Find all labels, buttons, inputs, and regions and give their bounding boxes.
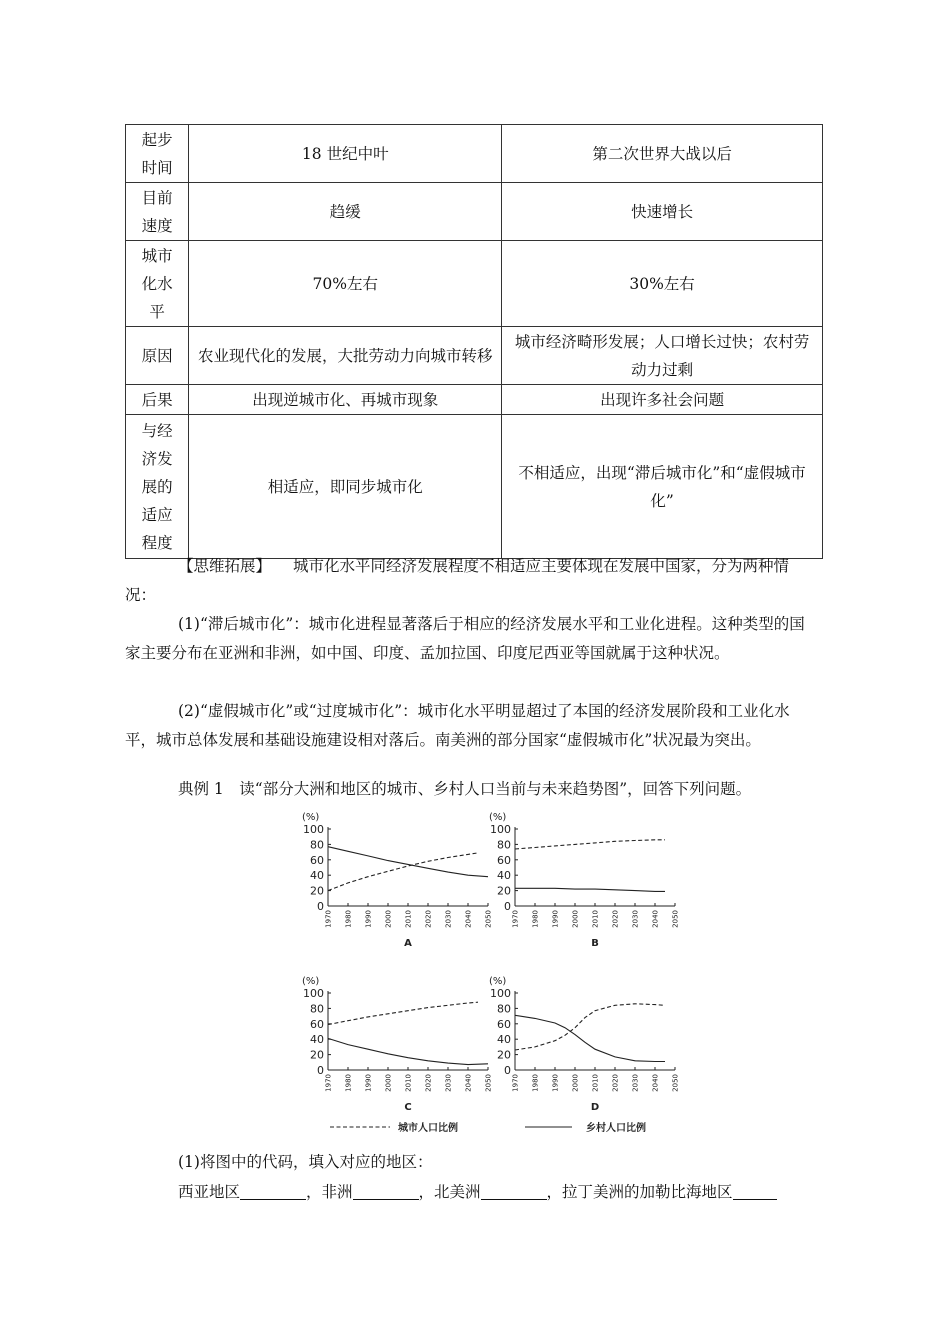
developing-country-cell: 城市经济畸形发展；人口增长过快；农村劳动力过剩: [502, 327, 823, 385]
x-tick-label: 2030: [631, 1074, 640, 1092]
y-tick-label: 100: [490, 823, 511, 836]
y-tick-label: 0: [317, 900, 324, 913]
urban-series-line: [515, 1004, 665, 1050]
chart-panel-a: [302, 812, 493, 949]
blank-label-west-asia: 西亚地区: [178, 1183, 241, 1201]
think-extension-heading: 【思维拓展】: [178, 557, 272, 575]
rural-series-line: [515, 888, 665, 891]
x-tick-label: 1990: [364, 1074, 373, 1092]
developed-country-cell: 相适应，即同步城市化: [189, 415, 502, 559]
y-tick-label: 60: [310, 1017, 324, 1031]
x-tick-label: 2050: [484, 910, 493, 928]
population-trend-charts: [290, 800, 710, 1140]
x-tick-label: 2010: [404, 1074, 413, 1092]
blank-label-north-america: ，北美洲: [418, 1183, 481, 1201]
y-tick-label: 0: [317, 1064, 324, 1077]
x-tick-label: 2040: [651, 1074, 660, 1092]
x-tick-label: 2020: [424, 1074, 433, 1092]
panel-label: B: [591, 938, 599, 949]
table-row: [126, 385, 823, 415]
y-tick-label: 40: [310, 1033, 324, 1047]
chart-legend: [330, 1121, 646, 1134]
x-tick-label: 2000: [384, 910, 393, 928]
x-tick-label: 1980: [344, 910, 353, 928]
y-tick-label: 0: [504, 1064, 511, 1077]
x-tick-label: 2010: [591, 1074, 600, 1092]
y-tick-label: 20: [310, 884, 324, 898]
developed-country-cell: 农业现代化的发展，大批劳动力向城市转移: [189, 327, 502, 385]
x-tick-label: 2040: [651, 910, 660, 928]
y-axis-label: (%): [489, 976, 507, 987]
row-label: [126, 385, 189, 415]
developed-country-cell: 出现逆城市化、再城市现象: [189, 385, 502, 415]
y-tick-label: 40: [497, 1033, 511, 1047]
x-tick-label: 1970: [324, 910, 333, 928]
chart-panel-c: [302, 976, 493, 1113]
y-tick-label: 20: [497, 1048, 511, 1062]
y-tick-label: 40: [497, 869, 511, 883]
rural-series-line: [515, 1015, 665, 1061]
x-tick-label: 1990: [551, 910, 560, 928]
x-tick-label: 1970: [511, 910, 520, 928]
y-tick-label: 60: [310, 853, 324, 867]
y-tick-label: 60: [497, 853, 511, 867]
y-tick-label: 80: [497, 1002, 511, 1016]
row-label-line: 适应: [141, 505, 173, 524]
think-extension-body: 城市化水平同经济发展程度不相适应主要体现在发展中国家，分为两种情况：: [125, 557, 790, 604]
x-tick-label: 1980: [344, 1074, 353, 1092]
table-row: [126, 415, 823, 559]
row-label-line: 展的: [141, 477, 173, 496]
x-tick-label: 2050: [671, 910, 680, 928]
y-tick-label: 60: [497, 1017, 511, 1031]
x-tick-label: 2030: [444, 910, 453, 928]
x-tick-label: 2030: [444, 1074, 453, 1092]
blank-label-africa: ，非洲: [306, 1183, 353, 1201]
blank-label-caribbean: ，拉丁美洲的加勒比海地区: [546, 1183, 733, 1201]
urban-series-line: [328, 1002, 478, 1024]
table-row: [126, 125, 823, 183]
x-tick-label: 1980: [531, 1074, 540, 1092]
y-tick-label: 20: [310, 1048, 324, 1062]
row-label-line: 与经: [141, 421, 173, 440]
row-label-line: 济发: [141, 449, 173, 468]
y-tick-label: 80: [310, 1002, 324, 1016]
answer-blank-north-america[interactable]: [481, 1183, 547, 1200]
y-tick-label: 20: [497, 884, 511, 898]
example-prompt: 典例 1 读“部分大洲和地区的城市、乡村人口当前与未来趋势图”，回答下列问题。: [178, 780, 752, 798]
x-tick-label: 2050: [671, 1074, 680, 1092]
x-tick-label: 2040: [464, 1074, 473, 1092]
y-tick-label: 0: [504, 900, 511, 913]
chart-panel-b: [489, 812, 680, 949]
y-tick-label: 100: [490, 987, 511, 1000]
developing-country-cell: 第二次世界大战以后: [502, 125, 823, 183]
row-label: [126, 183, 189, 241]
urban-series-line: [515, 840, 665, 849]
row-label-line: 平: [149, 302, 165, 321]
chart-panel-d: [489, 976, 680, 1113]
panel-label: D: [590, 1102, 600, 1113]
developing-country-cell: 不相适应，出现“滞后城市化”和“虚假城市化”: [502, 415, 823, 559]
x-tick-label: 2000: [571, 910, 580, 928]
y-tick-label: 40: [310, 869, 324, 883]
question-1: (1)将图中的代码，填入对应的地区：: [178, 1153, 433, 1171]
x-tick-label: 2000: [571, 1074, 580, 1092]
y-axis-label: (%): [302, 812, 320, 823]
developing-country-cell: 30%左右: [502, 241, 823, 327]
developing-country-cell: 出现许多社会问题: [502, 385, 823, 415]
x-tick-label: 2040: [464, 910, 473, 928]
answer-blank-west-asia[interactable]: [240, 1183, 306, 1200]
y-axis-label: (%): [302, 976, 320, 987]
row-label-line: 城市: [141, 246, 173, 265]
think-extension-paragraph: [125, 552, 819, 610]
x-tick-label: 2020: [611, 910, 620, 928]
row-label-line: 化水: [141, 274, 173, 293]
panel-label: C: [404, 1102, 412, 1113]
y-tick-label: 100: [303, 823, 324, 836]
x-tick-label: 2020: [611, 1074, 620, 1092]
x-tick-label: 2000: [384, 1074, 393, 1092]
developed-country-cell: 趋缓: [189, 183, 502, 241]
rural-series-line: [328, 1038, 488, 1064]
x-tick-label: 1990: [364, 910, 373, 928]
legend-rural-label: 乡村人口比例: [586, 1123, 646, 1134]
y-tick-label: 80: [497, 838, 511, 852]
table-row: [126, 183, 823, 241]
comparison-table: [125, 124, 823, 559]
x-tick-label: 2050: [484, 1074, 493, 1092]
row-label-line: 目前: [141, 188, 173, 207]
row-label-line: 起步: [141, 130, 173, 149]
question-1-blanks: [178, 1178, 818, 1207]
row-label: [126, 241, 189, 327]
rural-series-line: [328, 847, 488, 877]
row-label-line: 原因: [141, 346, 173, 365]
row-label: [126, 125, 189, 183]
row-label: [126, 415, 189, 559]
x-tick-label: 2010: [591, 910, 600, 928]
answer-blank-caribbean[interactable]: [733, 1183, 777, 1200]
y-tick-label: 100: [303, 987, 324, 1000]
developing-country-cell: 快速增长: [502, 183, 823, 241]
row-label-line: 程度: [141, 533, 173, 552]
answer-blank-africa[interactable]: [353, 1183, 419, 1200]
row-label-line: 时间: [141, 158, 173, 177]
urban-series-line: [328, 853, 478, 891]
row-label: [126, 327, 189, 385]
x-tick-label: 2020: [424, 910, 433, 928]
x-tick-label: 2010: [404, 910, 413, 928]
x-tick-label: 1990: [551, 1074, 560, 1092]
legend-urban-label: 城市人口比例: [398, 1123, 458, 1134]
x-tick-label: 1970: [324, 1074, 333, 1092]
row-label-line: 后果: [141, 390, 173, 409]
developed-country-cell: 70%左右: [189, 241, 502, 327]
table-row: [126, 327, 823, 385]
row-label-line: 速度: [141, 216, 173, 235]
x-tick-label: 1970: [511, 1074, 520, 1092]
x-tick-label: 1980: [531, 910, 540, 928]
false-urbanization-paragraph: (2)“虚假城市化”或“过度城市化”：城市化水平明显超过了本国的经济发展阶段和工业化水平，城市总体发展和基础设施建设相对落后。南美洲的部分国家“虚假城市化”状况最为突出。: [125, 702, 790, 749]
panel-label: A: [404, 938, 412, 949]
x-tick-label: 2030: [631, 910, 640, 928]
lagging-urbanization-paragraph: (1)“滞后城市化”：城市化进程显著落后于相应的经济发展水平和工业化进程。这种类型的国家主要分布在亚洲和非洲，如中国、印度、孟加拉国、印度尼西亚等国就属于这种状况。: [125, 615, 805, 662]
y-axis-label: (%): [489, 812, 507, 823]
table-row: [126, 241, 823, 327]
developed-country-cell: 18 世纪中叶: [189, 125, 502, 183]
y-tick-label: 80: [310, 838, 324, 852]
